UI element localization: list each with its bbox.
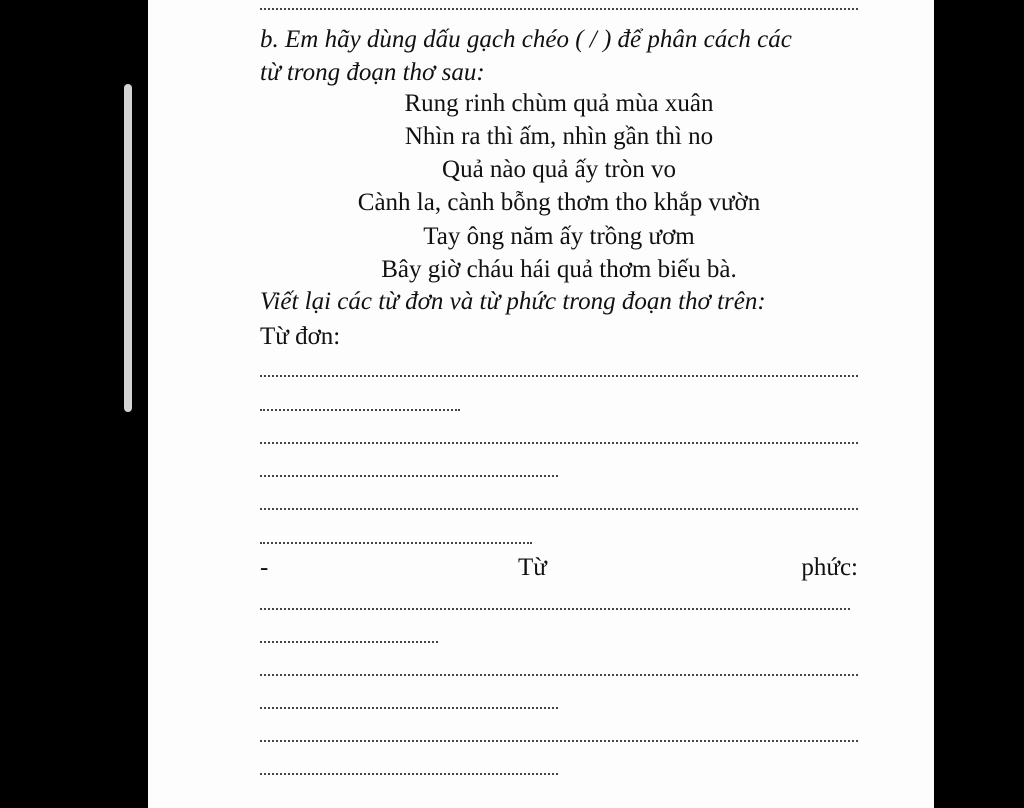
- answer-line: [260, 475, 558, 477]
- poem-line-3: Quả nào quả ấy tròn vo: [442, 156, 676, 183]
- poem-line-5: Tay ông năm ấy trồng ươm: [423, 223, 695, 250]
- answer-line: [260, 707, 558, 709]
- rewrite-prompt: Viết lại các từ đơn và từ phức trong đoạn thơ trên:: [260, 288, 766, 315]
- answer-line: [260, 641, 438, 643]
- scrollbar-thumb[interactable]: [124, 84, 132, 412]
- answer-line: [260, 8, 858, 10]
- compound-words-label-part2: phức:: [801, 554, 858, 581]
- poem-line-4: Cành la, cành bỗng thơm tho khắp vườn: [357, 189, 761, 216]
- answer-line: [260, 508, 858, 510]
- answer-line: [260, 773, 558, 775]
- single-words-label: Từ đơn:: [260, 323, 341, 350]
- answer-line: [260, 409, 460, 411]
- answer-line: [260, 442, 858, 444]
- compound-words-label-part1: Từ: [518, 554, 547, 581]
- instruction-line-1: b. Em hãy dùng dấu gạch chéo ( / ) để phân cách các: [260, 26, 792, 53]
- answer-line: [260, 740, 858, 742]
- instruction-line-2: từ trong đoạn thơ sau:: [260, 59, 485, 86]
- answer-line: [260, 608, 850, 610]
- answer-line: [260, 674, 858, 676]
- answer-line: [260, 375, 858, 377]
- poem-line-2: Nhìn ra thì ấm, nhìn gần thì no: [404, 123, 714, 150]
- poem-line-6: Bây giờ cháu hái quả thơm biếu bà.: [381, 256, 737, 283]
- document-page: [148, 0, 934, 808]
- answer-line: [260, 542, 532, 544]
- poem-line-1: Rung rinh chùm quả mùa xuân: [404, 90, 714, 117]
- list-dash: -: [260, 554, 269, 581]
